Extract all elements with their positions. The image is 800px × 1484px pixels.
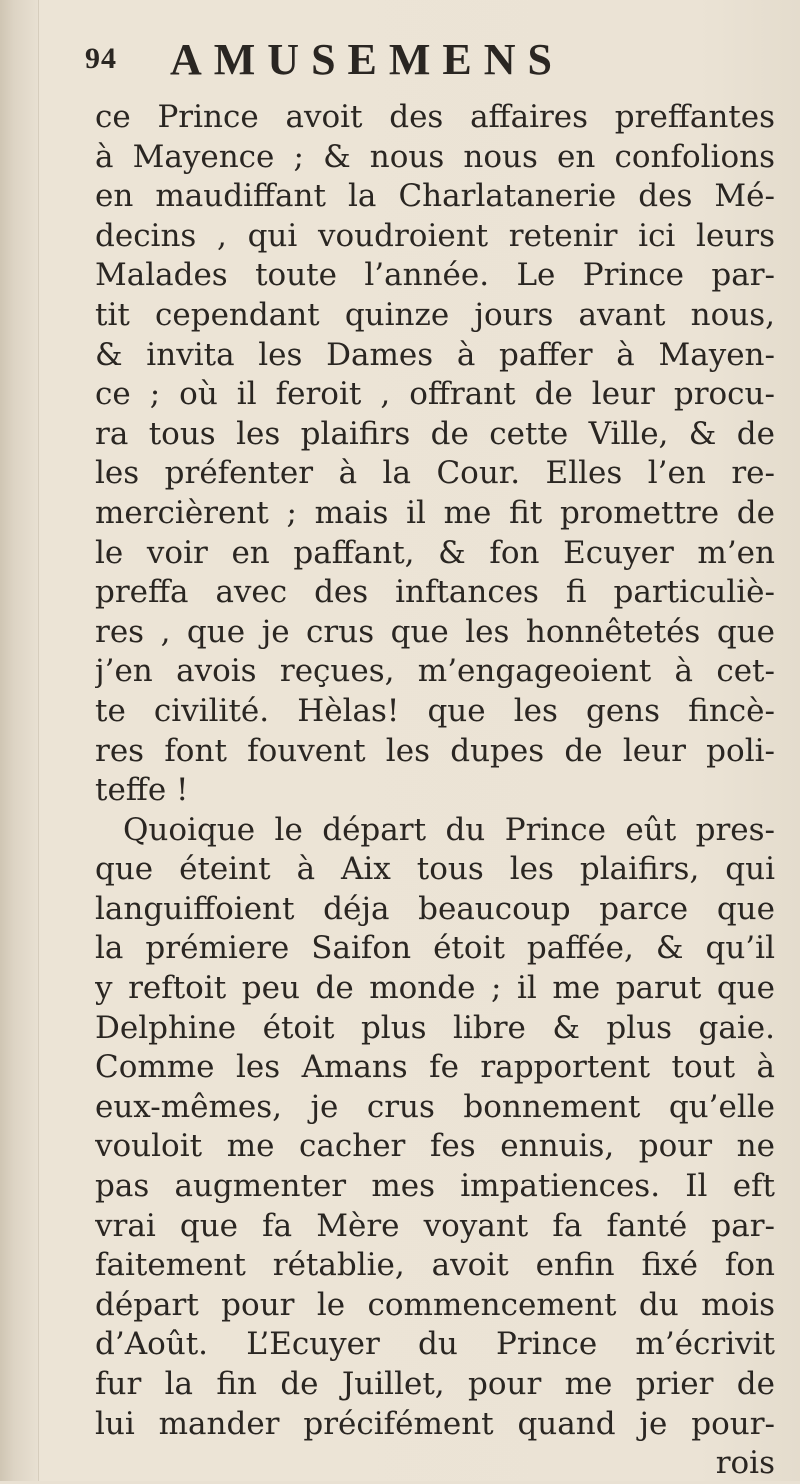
text-line: fur la fin de Juillet, pour me prier de — [95, 1366, 775, 1402]
text-line: Delphine étoit plus libre & plus gaie. — [95, 1009, 775, 1046]
text-line: la prémiere Saifon étoit paffée, & qu’il — [95, 930, 775, 967]
text-line: les préfenter à la Cour. Elles l’en re- — [95, 455, 775, 492]
text-line: d’Août. L’Ecuyer du Prince m’écrivit — [95, 1326, 775, 1363]
text-line: à Mayence ; & nous nous en confolions — [95, 138, 775, 175]
text-line: & invita les Dames à paffer à Mayen- — [95, 336, 775, 373]
running-title: AMUSEMENS — [170, 35, 565, 84]
text-line: vouloit me cacher fes ennuis, pour ne — [95, 1128, 775, 1165]
text-line: Quoique le départ du Prince eût pres- — [123, 811, 775, 848]
text-line: res , que je crus que les honnêtetés que — [95, 613, 775, 650]
text-line: ra tous les plaifirs de cette Ville, & de — [95, 415, 775, 452]
text-line: pas augmenter mes impatiences. Il eft — [95, 1168, 775, 1205]
text-line: en maudiffant la Charlatanerie des Mé- — [95, 178, 775, 215]
text-line: faitement rétablie, avoit enfin fixé fon — [95, 1247, 775, 1284]
text-line: ce Prince avoit des affaires preffantes — [95, 99, 775, 135]
text-line: tit cependant quinze jours avant nous, — [95, 296, 775, 333]
text-line: lui mander précifément quand je pour- — [95, 1405, 775, 1442]
page-gutter — [0, 0, 39, 1481]
text-line: Malades toute l’année. Le Prince par- — [95, 257, 775, 294]
text-line: languiffoient déja beaucoup parce que — [95, 890, 775, 927]
text-line: départ pour le commencement du mois — [95, 1286, 775, 1323]
text-line: vrai que fa Mère voyant fa fanté par- — [95, 1207, 775, 1244]
text-line: teffe ! — [95, 772, 189, 809]
text-line: rois — [715, 1445, 775, 1482]
page-number: 94 — [85, 42, 117, 75]
text-line: mercièrent ; mais il me fit promettre de — [95, 494, 775, 531]
text-line: que éteint à Aix tous les plaifirs, qui — [95, 851, 775, 888]
body-text — [95, 98, 775, 1484]
text-line: res font fouvent les dupes de leur poli- — [95, 732, 775, 769]
text-line: preffa avec des inftances fi particuliè- — [95, 574, 775, 611]
page-header — [85, 30, 775, 90]
text-line: j’en avois reçues, m’engageoient à cet- — [95, 653, 775, 690]
text-line: te civilité. Hèlas! que les gens fincè- — [95, 692, 775, 729]
text-line: le voir en paffant, & fon Ecuyer m’en — [95, 534, 775, 571]
text-line: ce ; où il feroit , offrant de leur procu- — [95, 376, 775, 413]
text-line: decins , qui voudroient retenir ici leurs — [95, 217, 775, 254]
text-line: y reftoit peu de monde ; il me parut que — [95, 970, 775, 1007]
text-line: eux-mêmes, je crus bonnement qu’elle — [95, 1088, 775, 1125]
text-line: Comme les Amans fe rapportent tout à — [95, 1049, 775, 1086]
